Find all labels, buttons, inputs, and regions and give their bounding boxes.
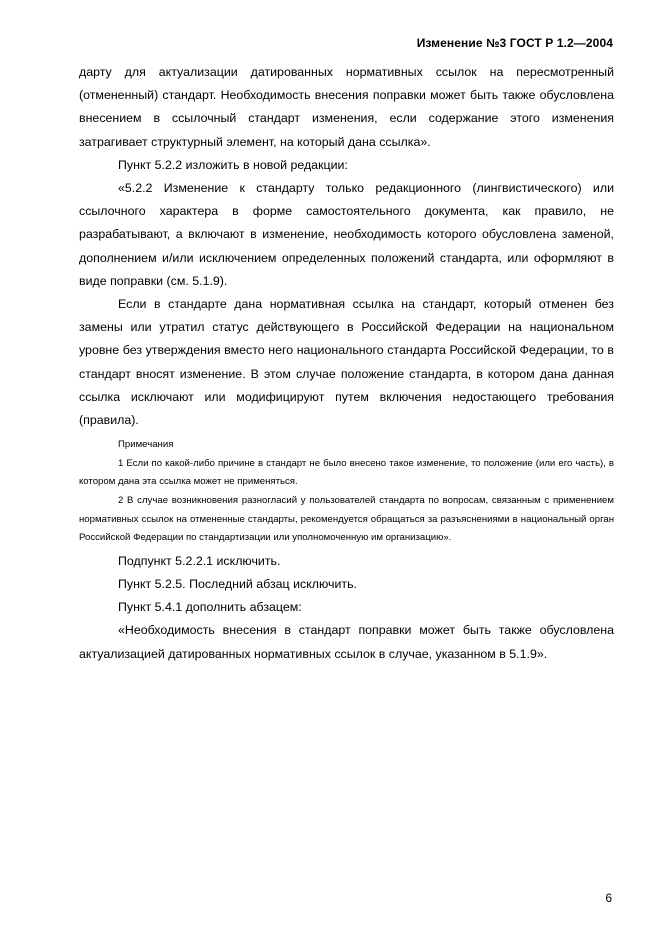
notes-title: Примечания: [118, 439, 174, 451]
paragraph-item-5-2-2-1: Подпункт 5.2.2.1 исключить.: [118, 553, 281, 568]
paragraph-added-text: «Необходимость внесения в стандарт поправки может быть также обусловлена актуализацией датированных нормативных ссылок в случае, указанном в 5.1.9».: [79, 623, 614, 661]
paragraph-item-5-2-2-text: «5.2.2 Изменение к стандарту только редакционного (лингвистического) или ссылочного характера в форме самостоятельного документа, как правило, не разрабатывают, а включают в изменение, необходимость которого обусловлена заменой, дополнением и/или исключением определенных положений стандарта, или оформляют в виде поправки (см. 5.1.9).: [79, 181, 614, 288]
paragraph-item-5-2-2-intro: Пункт 5.2.2 изложить в новой редакции:: [118, 157, 348, 172]
paragraph-continuation: дарту для актуализации датированных нормативных ссылок на пересмотренный (отмененный) стандарт. Необходимость внесения поправки может быть также обусловлена внесением в ссылочный стандарт изменения, если содержание этого изменения затрагивает структурный элемент, на который дана ссылка».: [79, 65, 614, 149]
paragraph-item-5-4-1: Пункт 5.4.1 дополнить абзацем:: [118, 600, 302, 615]
document-body: [79, 61, 614, 666]
notes-block: [79, 436, 614, 548]
note-2: 2 В случае возникновения разногласий у пользователей стандарта по вопросам, связанным с применением нормативных ссылок на отмененные стандарты, рекомендуется обращаться за разъяснениями в национальный орган Российской Федерации по стандартизации или уполномоченную им организацию».: [79, 495, 614, 544]
paragraph-item-5-2-5: Пункт 5.2.5. Последний абзац исключить.: [118, 577, 357, 592]
note-1: 1 Если по какой-либо причине в стандарт не было внесено такое изменение, то положение (или его часть), в котором дана эта ссылка может не применяться.: [79, 457, 614, 488]
amendment-instructions: [79, 550, 614, 666]
paragraph-withdrawn-reference: Если в стандарте дана нормативная ссылка на стандарт, который отменен без замены или утратил статус действующего в Российской Федерации на национальном уровне без утверждения вместо него национального стандарта Российской Федерации, то в стандарт вносят изменение. В этом случае положение стандарта, в котором дана данная ссылка исключают или модифицируют путем включения недостающего требования (правила).: [79, 297, 614, 428]
document-header: Изменение №3 ГОСТ Р 1.2—2004: [416, 36, 613, 50]
page-number: 6: [605, 891, 612, 905]
